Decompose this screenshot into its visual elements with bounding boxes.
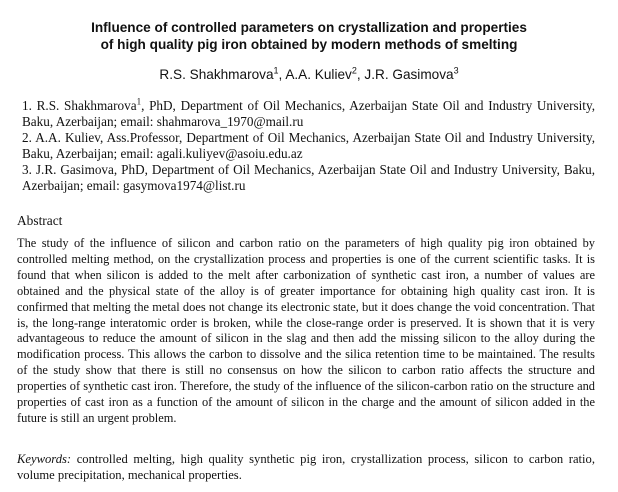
affiliation-marker: 1 [136, 96, 142, 107]
author-affil-marker: 1 [273, 65, 279, 76]
keywords-label: Keywords: [17, 452, 72, 466]
author-separator: , [356, 67, 365, 82]
keywords [17, 451, 595, 483]
affiliation-text: 1. R.S. Shakhmarova [22, 98, 137, 113]
affiliation-item [22, 98, 595, 130]
affiliation-text-rest: , PhD, Department of Oil Mechanics, Azerbaijan State Oil and Industry University, Baku, Azerbaijan; email: shahmarova_1970@mail.ru [22, 98, 595, 129]
abstract-heading: Abstract [17, 213, 63, 228]
affiliation-item [22, 162, 595, 194]
author-name: J.R. Gasimova [364, 67, 454, 82]
paper-title-line-2: of high quality pig iron obtained by modern methods of smelting [100, 37, 518, 52]
paper-title-line-1: Influence of controlled parameters on crystallization and properties [91, 20, 527, 35]
author-name: R.S. Shakhmarova [159, 67, 274, 82]
affiliation-list [22, 98, 595, 194]
author-separator: , [278, 67, 286, 82]
abstract-body: The study of the influence of silicon and carbon ratio on the parameters of high quality pig iron obtained by controlled melting method, on the crystallization process and properties is one of the current scientific tasks. It is found that when silicon is added to the melt after carbonization of synthetic cast iron, a number of values are obtained and the physical state of the alloy is of greater importance for obtaining high quality cast iron. It is confirmed that melting the metal does not change its electronic state, but it does change the void concentration. That is, the long-range interatomic order is broken, while the close-range order is preserved. It is shown that it is very advantageous to reduce the amount of silicon in the slag and then add the missing silicon to the alloy during the modification process. This allows the carbon to dissolve and the silica retention time to be maintained. The results of the study show that there is still no consensus on how the silicon to carbon ratio affects the structure and properties of synthetic cast iron. Therefore, the study of the influence of the silicon-carbon ratio on the structure and properties of cast iron as a function of the amount of silicon in the charge and the amount of silicon added in the future is still an urgent problem. [17, 236, 595, 425]
author-name: A.A. Kuliev [285, 67, 352, 82]
affiliation-item [22, 130, 595, 162]
keywords-text: controlled melting, high quality synthetic pig iron, crystallization process, silicon to carbon ratio, volume precipitation, mechanical properties. [17, 452, 595, 482]
affiliation-text: 2. A.A. Kuliev, Ass.Professor, Department of Oil Mechanics, Azerbaijan State Oil and Industry University, Baku, Azerbaijan; email: agali.kuliyev@asoiu.edu.az [22, 130, 595, 161]
author-affil-marker: 2 [351, 65, 357, 76]
author-affil-marker: 3 [453, 65, 459, 76]
paper-title [0, 19, 618, 53]
author-list [0, 66, 618, 83]
affiliation-text: 3. J.R. Gasimova, PhD, Department of Oil Mechanics, Azerbaijan State Oil and Industry University, Baku, Azerbaijan; email: gasymova1974@list.ru [22, 162, 595, 193]
